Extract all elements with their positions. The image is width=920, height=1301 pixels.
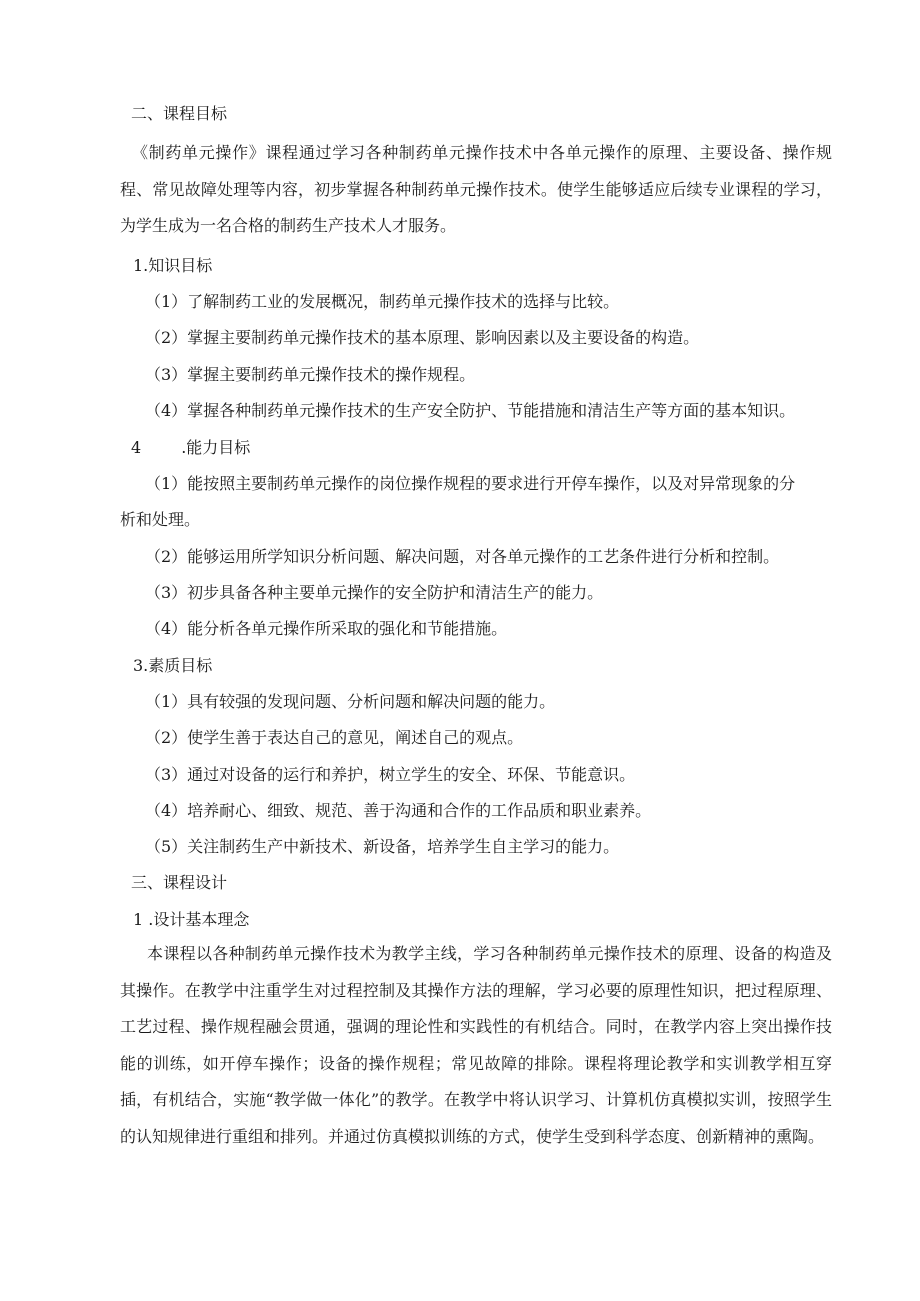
quality-item-3: （3）通过对设备的运行和养护，树立学生的安全、环保、节能意识。	[145, 765, 636, 784]
ability-item-1-line-2: 析和处理。	[120, 510, 201, 529]
design-concept-heading: 1 .设计基本理念	[133, 910, 250, 929]
quality-item-5: （5）关注制药生产中新技术、新设备，培养学生自主学习的能力。	[145, 837, 620, 856]
knowledge-item-2: （2）掌握主要制药单元操作技术的基本原理、影响因素以及主要设备的构造。	[145, 328, 700, 347]
course-intro-paragraph: 《制药单元操作》课程通过学习各种制药单元操作技术中各单元操作的原理、主要设备、操作规程、常见故障处理等内容，初步掌握各种制药单元操作技术。使学生能够适应后续专业课程的学习，为学生成为一名合格的制药生产技术人才服务。	[120, 143, 832, 235]
design-concept-paragraph: 本课程以各种制药单元操作技术为教学主线，学习各种制药单元操作技术的原理、设备的构造及其操作。在教学中注重学生对过程控制及其操作方法的理解，学习必要的原理性知识，把过程原理、工艺过程、操作规程融会贯通，强调的理论性和实践性的有机结合。同时，在教学内容上突出操作技能的训练，如开停车操作；设备的操作规程；常见故障的排除。课程将理论教学和实训教学相互穿插，有机结合，实施“教学做一体化”的教学。在教学中将认识学习、计算机仿真模拟实训，按照学生的认知规律进行重组和排列。并通过仿真模拟训练的方式，使学生受到科学态度、创新精神的熏陶。	[120, 944, 832, 1146]
ability-item-1-line-1: （1）能按照主要制药单元操作的岗位操作规程的要求进行开停车操作，以及对异常现象的分	[145, 474, 796, 493]
ability-objectives-heading	[131, 437, 250, 459]
knowledge-item-3: （3）掌握主要制药单元操作技术的操作规程。	[145, 365, 476, 384]
ability-item-4: （4）能分析各单元操作所采取的强化和节能措施。	[145, 619, 508, 638]
quality-objectives-heading: 3.素质目标	[133, 656, 213, 675]
ability-item-3: （3）初步具备各种主要单元操作的安全防护和清洁生产的能力。	[145, 583, 604, 602]
section-heading-course-objectives: 二、课程目标	[131, 104, 228, 123]
quality-item-2: （2）使学生善于表达自己的意见，阐述自己的观点。	[145, 728, 524, 747]
section-heading-course-design: 三、课程设计	[131, 873, 228, 892]
quality-item-1: （1）具有较强的发现问题、分析问题和解决问题的能力。	[145, 692, 556, 711]
knowledge-objectives-heading: 1.知识目标	[133, 256, 213, 275]
knowledge-item-4: （4）掌握各种制药单元操作技术的生产安全防护、节能措施和清洁生产等方面的基本知识。	[145, 401, 796, 420]
ability-heading-text: .能力目标	[181, 438, 251, 457]
ability-heading-number: 4	[131, 438, 142, 457]
ability-item-2: （2）能够运用所学知识分析问题、解决问题，对各单元操作的工艺条件进行分析和控制。	[145, 547, 780, 566]
quality-item-4: （4）培养耐心、细致、规范、善于沟通和合作的工作品质和职业素养。	[145, 801, 652, 820]
knowledge-item-1: （1）了解制药工业的发展概况，制药单元操作技术的选择与比较。	[145, 292, 620, 311]
